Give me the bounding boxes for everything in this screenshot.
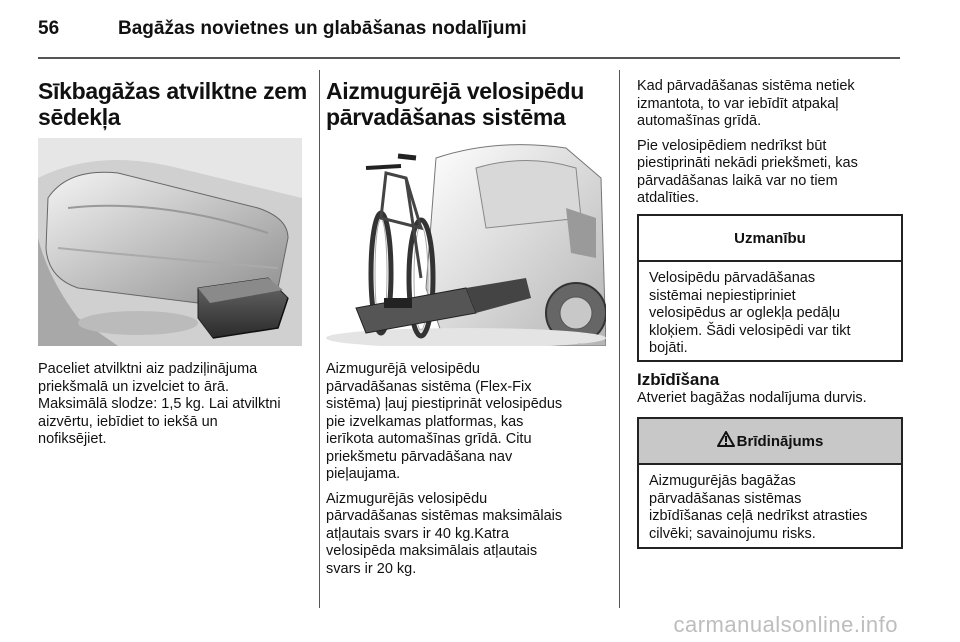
warning-box — [637, 417, 903, 549]
text-line: automašīnas grīdā. — [637, 113, 762, 129]
text-line: izbīdīšanas ceļā nedrīkst atrasties — [649, 508, 868, 524]
bike-carrier-drawing — [326, 138, 606, 346]
text-line: velosipēda maksimālais atļautais — [326, 543, 538, 559]
text-line: atdalīties. — [637, 190, 700, 206]
body-paragraph — [326, 491, 611, 579]
bike-carrier-illustration — [326, 138, 606, 346]
header-rule — [38, 57, 900, 59]
underseat-drawer-illustration — [38, 138, 302, 346]
text-line: Velosipēdu pārvadāšanas — [649, 270, 816, 286]
heading-line: pārvadāšanas sistēma — [326, 104, 566, 130]
text-line: priekšmetu pārvadāšana nav — [326, 448, 513, 465]
body-paragraph — [637, 138, 899, 208]
text-line: sistēmai nepiestipriniet — [649, 287, 796, 304]
body-paragraph: Atveriet bagāžas nodalījuma durvis. — [637, 390, 867, 406]
text-line: svars ir 20 kg. — [326, 560, 417, 577]
text-line: kloķiem. Šādi velosipēdi var tikt — [649, 322, 851, 339]
chapter-title: Bagāžas novietnes un glabāšanas nodalījumi — [118, 18, 527, 39]
text-line: pie izvelkamas platformas, kas — [326, 413, 524, 430]
text-line: Aizmugurējās velosipēdu — [326, 490, 488, 507]
text-line: velosipēdus ar oglekļa pedāļu — [649, 305, 841, 321]
text-line: izmantota, to var iebīdīt atpakaļ — [637, 95, 839, 112]
body-paragraph — [326, 361, 611, 484]
text-line: pārvadāšanas sistēmas maksimālais — [326, 508, 563, 524]
warning-body — [639, 465, 901, 543]
heading-line: sēdekļa — [38, 104, 121, 130]
body-paragraph — [38, 361, 313, 449]
text-line: atļautais svars ir 40 kg.Katra — [326, 525, 509, 542]
heading-line: Sīkbagāžas atvilktne zem — [38, 78, 307, 104]
section-extending — [637, 370, 899, 408]
bike-carrier-text — [326, 361, 611, 578]
text-line: aizvērtu, iebīdiet to iekšā un — [38, 413, 218, 430]
text-line: nofiksējiet. — [38, 431, 107, 447]
text-line: Aizmugurējā velosipēdu — [326, 361, 480, 377]
page-header — [38, 18, 898, 48]
text-line: bojāti. — [649, 340, 688, 356]
column-divider-2 — [619, 70, 620, 608]
section-underseat-drawer — [38, 78, 308, 130]
text-line: Pie velosipēdiem nedrīkst būt — [637, 137, 827, 154]
column-divider-1 — [319, 70, 320, 608]
text-line: cilvēki; savainojumu risks. — [649, 525, 816, 542]
text-line: sistēma) ļauj piestiprināt velosipēdus — [326, 396, 563, 412]
text-line: piestiprināti nekādi priekšmeti, kas — [637, 155, 858, 171]
text-line: ierīkota automašīnas grīdā. Citu — [326, 431, 532, 447]
section-heading — [38, 78, 308, 130]
text-line: Maksimālā slodze: 1,5 kg. Lai atvilktni — [38, 396, 281, 412]
section-heading — [326, 78, 611, 130]
warning-title: Brīdinājums — [736, 432, 824, 450]
text-line: priekšmalā un izvelciet to ārā. — [38, 378, 229, 395]
text-line: Paceliet atvilktni aiz padziļinājuma — [38, 361, 258, 377]
heading-line: Aizmugurējā velosipēdu — [326, 78, 584, 104]
page-number: 56 — [38, 18, 60, 39]
text-line: pieļaujama. — [326, 466, 401, 482]
body-paragraph — [637, 78, 899, 131]
text-line: Kad pārvadāšanas sistēma netiek — [637, 78, 855, 94]
text-line: Aizmugurējās bagāžas — [649, 473, 796, 489]
caution-title: Uzmanību — [639, 216, 901, 262]
caution-box — [637, 214, 903, 362]
seat-drawer-drawing — [38, 138, 302, 346]
subsection-heading: Izbīdīšana — [637, 370, 720, 389]
watermark: carmanualsonline.info — [673, 612, 898, 637]
underseat-drawer-text — [38, 361, 313, 449]
section-rear-bike-carrier — [326, 78, 611, 130]
text-line: pārvadāšanas sistēmas — [649, 490, 802, 507]
warning-triangle-icon — [717, 431, 735, 451]
caution-body — [639, 262, 901, 358]
text-line: pārvadāšanas laikā var no tiem — [637, 172, 838, 189]
text-line: pārvadāšanas sistēma (Flex-Fix — [326, 378, 532, 395]
warning-header — [639, 419, 901, 465]
bike-carrier-text-continued — [637, 78, 899, 208]
